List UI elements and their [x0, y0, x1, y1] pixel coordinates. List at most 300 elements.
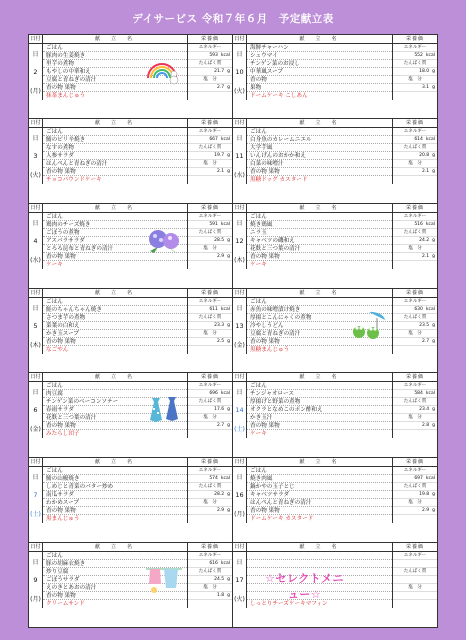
block-body [233, 213, 437, 269]
protein-value [188, 491, 232, 499]
menu-block [28, 119, 233, 204]
menu-item: ごはん [43, 44, 187, 52]
protein-number: 23.3 [214, 322, 225, 328]
energy-unit: kcal [220, 391, 230, 397]
menu-block [28, 204, 233, 289]
menu-item: 焼き鶏風 [247, 221, 392, 229]
block-header [233, 543, 437, 552]
energy-label: エネルギー [393, 467, 437, 475]
energy-unit: kcal [220, 221, 230, 227]
salt-label: 塩 分 [188, 330, 232, 338]
block-header [29, 543, 232, 552]
salt-unit: g [432, 253, 435, 259]
salt-value [188, 168, 232, 176]
day-header: 日付 [233, 119, 247, 127]
day-marker: 日 [236, 389, 243, 397]
day-of-week: (月) [30, 596, 41, 604]
menu-item: 鯖の山椒焼き [43, 475, 187, 483]
nutrition-header: 栄養価 [405, 289, 424, 296]
menu-item: 香の物 果物 [43, 84, 187, 92]
energy-label: エネルギー [393, 298, 437, 306]
protein-value [393, 576, 437, 584]
energy-value [393, 560, 437, 568]
block-body [233, 298, 437, 354]
dessert-item: みたらし団子 [46, 431, 80, 438]
day-cell [233, 44, 247, 100]
menu-item: ごはん [247, 128, 392, 136]
day-header: 日付 [29, 458, 43, 466]
day-of-week: (金) [30, 426, 41, 434]
day-cell [29, 44, 43, 100]
protein-number: 28.5 [214, 237, 225, 243]
menu-item: 香の物 果物 [43, 338, 187, 346]
salt-number: 2.7 [216, 85, 225, 90]
menu-item: かき玉スープ [43, 330, 187, 338]
dessert-item: なごやん [46, 346, 69, 353]
day-header: 日付 [233, 373, 247, 381]
nutrition-panel [188, 213, 232, 269]
menu-item: 鮭のちゃんちゃん焼き [43, 306, 187, 314]
menu-sheet [28, 34, 438, 628]
salt-number: 1.8 [216, 593, 225, 599]
menu-item: いんげんのおかか和え [247, 152, 392, 160]
protein-value [188, 322, 232, 330]
menu-item [247, 560, 392, 568]
menu-header: 献 立 名 [247, 289, 393, 297]
day-cell [233, 382, 247, 438]
nutrition-header: 栄養価 [405, 374, 424, 381]
menu-item [247, 552, 392, 560]
menu-block [28, 543, 233, 628]
energy-number: 667 [209, 136, 218, 142]
salt-number: 2.9 [216, 253, 225, 259]
day-marker: 日 [236, 474, 243, 482]
menu-header: 献 立 名 [43, 204, 188, 212]
block-body [233, 44, 437, 100]
protein-number: 24.2 [419, 237, 430, 243]
day-marker: 日 [236, 304, 243, 312]
salt-label: 塩 分 [188, 584, 232, 592]
block-body [29, 467, 232, 523]
salt-number: 2.7 [216, 423, 225, 429]
protein-number: 17.6 [214, 407, 225, 413]
dessert-item: ドームケーキ こしあん [250, 93, 308, 99]
protein-value [188, 576, 232, 584]
energy-number: 697 [414, 476, 423, 482]
protein-number: 20.8 [419, 152, 430, 158]
salt-value [393, 84, 437, 92]
menu-item: 香の物 果物 [247, 168, 392, 176]
day-header: 日付 [29, 289, 43, 297]
menu-item: ごはん [43, 298, 187, 306]
energy-number: 516 [414, 221, 423, 227]
nutrition-header: 栄養価 [405, 204, 424, 211]
day-header: 日付 [29, 373, 43, 381]
menu-item: 焼き肉風 [247, 475, 392, 483]
energy-value [188, 560, 232, 568]
nutrition-header: 栄養価 [200, 119, 219, 126]
menu-header: 献 立 名 [247, 35, 393, 43]
protein-unit: g [432, 69, 435, 74]
protein-unit: g [432, 237, 435, 243]
nutrition-panel [393, 467, 437, 523]
protein-label: たんぱく質 [188, 60, 232, 68]
day-marker: 日 [32, 474, 39, 482]
energy-label: エネルギー [393, 382, 437, 390]
menu-item: ごはん [247, 382, 392, 390]
energy-unit: kcal [220, 136, 230, 142]
left-column [28, 34, 233, 628]
energy-label: エネルギー [393, 128, 437, 136]
menu-item: わかめスープ [43, 499, 187, 507]
menu-header: 献 立 名 [247, 543, 393, 551]
block-header [29, 119, 232, 128]
menu-item: 鍋かやの玉子とじ [247, 483, 392, 491]
day-of-week: (火) [234, 596, 245, 604]
day-number: 12 [235, 236, 244, 245]
menu-header: 献 立 名 [43, 373, 188, 381]
menu-item: ごはん [247, 298, 392, 306]
nutrition-panel [188, 298, 232, 354]
nutrition-panel [393, 128, 437, 184]
energy-value [393, 52, 437, 60]
block-header [233, 204, 437, 213]
day-of-week: (木) [30, 341, 41, 349]
menu-header: 献 立 名 [43, 119, 188, 127]
salt-label: 塩 分 [188, 499, 232, 507]
menu-list [43, 552, 188, 608]
block-header [29, 35, 232, 44]
salt-label: 塩 分 [393, 160, 437, 168]
protein-label: たんぱく質 [393, 314, 437, 322]
salt-label: 塩 分 [393, 330, 437, 338]
dessert-item: チョコパウンドケーキ [46, 176, 102, 183]
day-cell [29, 382, 43, 438]
menu-item: 香の物 果物 [247, 507, 392, 515]
protein-unit: g [227, 69, 230, 74]
block-body [233, 552, 437, 608]
ties-icon [144, 394, 184, 424]
day-marker: 日 [32, 389, 39, 397]
menu-header: 献 立 名 [247, 204, 393, 212]
menu-item: 菜葉の白和え [43, 322, 187, 330]
menu-item: 香の物 果物 [247, 422, 392, 430]
salt-value [393, 253, 437, 261]
menu-item: チンゲン菜のベーコンソテー [43, 398, 187, 406]
menu-list [247, 467, 393, 523]
salt-unit: g [432, 423, 435, 429]
menu-item: 豆腐と青ねぎの清汁 [43, 76, 187, 84]
protein-unit: g [227, 237, 230, 243]
menu-block [233, 119, 438, 204]
energy-value [188, 136, 232, 144]
hydrangea-icon [144, 225, 184, 255]
dessert-item: 抹茶まんじゅう [46, 93, 86, 99]
block-header [233, 373, 437, 382]
menu-item: 大学芋風 [247, 144, 392, 152]
protein-unit: g [432, 322, 435, 328]
salt-unit: g [227, 338, 230, 344]
energy-label: エネルギー [188, 128, 232, 136]
block-body [233, 128, 437, 184]
menu-item: 香の物 [247, 76, 392, 84]
menu-item: ごぼうの煮物 [43, 229, 187, 237]
menu-list [247, 382, 393, 438]
day-cell [29, 467, 43, 523]
menu-header: 献 立 名 [247, 458, 393, 466]
protein-unit: g [227, 152, 230, 158]
salt-value [188, 507, 232, 515]
menu-item: 南瓜サラダ [43, 491, 187, 499]
energy-label: エネルギー [188, 467, 232, 475]
day-number: 17 [235, 576, 244, 585]
day-number: 9 [33, 576, 38, 585]
menu-item: ニラ玉 [247, 229, 392, 237]
menu-item: オクラとなめこのポン酢和え [247, 406, 392, 414]
energy-unit: kcal [425, 53, 435, 58]
salt-label: 塩 分 [188, 76, 232, 84]
day-number: 5 [33, 321, 38, 330]
menu-header: 献 立 名 [43, 458, 188, 466]
salt-value [393, 507, 437, 515]
energy-number: 614 [414, 136, 423, 142]
nutrition-panel [393, 382, 437, 438]
salt-value [188, 592, 232, 600]
energy-value [188, 390, 232, 398]
menu-item: ごぼうサラダ [43, 576, 187, 584]
energy-number: 630 [414, 306, 423, 312]
day-header: 日付 [29, 543, 43, 551]
menu-block [28, 373, 233, 458]
menu-item: とろろ昆布と青ねぎの清汁 [43, 245, 187, 253]
block-body [29, 44, 232, 100]
menu-item: さつま芋の煮物 [43, 314, 187, 322]
block-header [29, 373, 232, 382]
menu-item: 中華風スープ [247, 68, 392, 76]
menu-item: シュウマイ [247, 52, 392, 60]
protein-label: たんぱく質 [393, 568, 437, 576]
day-marker: 日 [236, 219, 243, 227]
salt-value [188, 422, 232, 430]
salt-label: 塩 分 [188, 245, 232, 253]
day-of-week: (水) [234, 171, 245, 179]
energy-value [393, 390, 437, 398]
day-of-week: (土) [30, 511, 41, 519]
energy-label: エネルギー [188, 213, 232, 221]
day-header: 日付 [233, 35, 247, 43]
menu-item: チンジャオロース [247, 390, 392, 398]
day-number: 14 [235, 406, 244, 415]
menu-item: ごはん [43, 382, 187, 390]
nutrition-header: 栄養価 [405, 544, 424, 551]
energy-value [188, 475, 232, 483]
menu-item: 香の物 果物 [247, 253, 392, 261]
menu-header: 献 立 名 [43, 35, 188, 43]
day-header: 日付 [29, 204, 43, 212]
protein-value [188, 237, 232, 245]
day-number: 13 [235, 321, 244, 330]
protein-value [393, 406, 437, 414]
block-header [29, 289, 232, 298]
protein-number: 23.5 [419, 322, 430, 328]
nutrition-header: 栄養価 [200, 544, 219, 551]
menu-block [233, 289, 438, 374]
protein-unit: g [432, 492, 435, 498]
salt-unit: g [227, 168, 230, 174]
menu-header: 献 立 名 [247, 119, 393, 127]
menu-block [233, 458, 438, 543]
protein-value [188, 68, 232, 76]
menu-item: 人参サラダ [43, 152, 187, 160]
energy-unit: kcal [220, 53, 230, 58]
energy-value [188, 306, 232, 314]
day-number: 6 [33, 406, 38, 415]
day-marker: 日 [32, 51, 39, 58]
day-number: 4 [33, 236, 38, 245]
menu-item: 海鮮チャーハン [247, 44, 392, 52]
energy-unit: kcal [425, 391, 435, 397]
energy-value [393, 306, 437, 314]
salt-number: 2.8 [421, 423, 430, 429]
protein-label: たんぱく質 [393, 398, 437, 406]
day-marker: 日 [236, 51, 243, 58]
frogs-icon [349, 310, 389, 340]
day-of-week: (月) [30, 88, 41, 95]
day-header: 日付 [233, 289, 247, 297]
energy-unit: kcal [220, 306, 230, 312]
day-header: 日付 [233, 458, 247, 466]
menu-block [233, 204, 438, 289]
energy-number: 616 [209, 561, 218, 567]
dessert-item: ドームケーキ カスタード [250, 516, 314, 523]
day-marker: 日 [32, 134, 39, 142]
salt-number: 2.1 [421, 168, 430, 174]
nutrition-header: 栄養価 [200, 459, 219, 466]
salt-label: 塩 分 [393, 499, 437, 507]
salt-label: 塩 分 [188, 414, 232, 422]
day-of-week: (木) [234, 256, 245, 264]
day-header: 日付 [29, 35, 43, 43]
select-menu-label: ☆セレクトメニュー☆ [264, 572, 345, 602]
menu-list [247, 44, 393, 100]
energy-value [393, 475, 437, 483]
menu-item: 豚の胡麻衣焼き [43, 560, 187, 568]
nutrition-header: 栄養価 [200, 36, 219, 42]
day-cell [29, 128, 43, 184]
salt-unit: g [227, 423, 230, 429]
menu-item: なすの煮物 [43, 144, 187, 152]
menu-item: えのきとあおの清汁 [43, 584, 187, 592]
salt-number: 2.1 [421, 253, 430, 259]
protein-label: たんぱく質 [188, 229, 232, 237]
page-title: デイサービス 令和７年６月 予定献立表 [132, 13, 334, 25]
block-body [233, 382, 437, 438]
salt-unit: g [432, 508, 435, 514]
salt-number: 3.1 [421, 85, 430, 90]
menu-item: 厚揚げと野菜の煮物 [247, 398, 392, 406]
block-body [29, 298, 232, 354]
salt-value [393, 592, 437, 600]
energy-value [188, 221, 232, 229]
protein-number: 19.8 [419, 492, 430, 498]
energy-number: 696 [209, 391, 218, 397]
block-body [29, 213, 232, 269]
menu-item: 鯖のピリ辛焼き [43, 136, 187, 144]
nutrition-header: 栄養価 [405, 459, 424, 466]
menu-header: 献 立 名 [247, 373, 393, 381]
energy-unit: kcal [425, 476, 435, 482]
energy-number: 584 [414, 391, 423, 397]
nutrition-panel [188, 44, 232, 100]
salt-value [393, 422, 437, 430]
protein-label: たんぱく質 [188, 568, 232, 576]
energy-number: 591 [209, 221, 218, 227]
energy-label: エネルギー [188, 382, 232, 390]
energy-value [393, 221, 437, 229]
protein-value [188, 152, 232, 160]
day-header: 日付 [29, 119, 43, 127]
protein-value [393, 237, 437, 245]
day-cell [29, 552, 43, 608]
menu-item: 香の物 果物 [43, 507, 187, 515]
menu-item: ごはん [43, 213, 187, 221]
protein-value [188, 406, 232, 414]
menu-item: 肉豆腐 [43, 390, 187, 398]
menu-list [43, 213, 188, 269]
menu-block [28, 458, 233, 543]
menu-item: 香の物 果物 [43, 422, 187, 430]
menu-block [233, 34, 438, 119]
day-number: 3 [33, 151, 38, 160]
nutrition-panel [188, 382, 232, 438]
day-number: 10 [235, 68, 244, 76]
salt-number: 2.5 [216, 338, 225, 344]
protein-label: たんぱく質 [393, 144, 437, 152]
menu-item: かき玉汁 [247, 414, 392, 422]
day-header: 日付 [233, 204, 247, 212]
protein-unit: g [432, 407, 435, 413]
salt-number: 2.9 [421, 508, 430, 514]
energy-value [188, 52, 232, 60]
day-of-week: (火) [30, 171, 41, 179]
menu-item: 厚揚とこんにゃくの煮物 [247, 314, 392, 322]
menu-item: 香の物 果物 [43, 592, 187, 600]
protein-number: 18.0 [419, 69, 430, 74]
menu-item: 花麩と三つ葉の清汁 [247, 245, 392, 253]
salt-label: 塩 分 [393, 414, 437, 422]
dessert-item: 黒糖ドッグ カスタード [250, 176, 308, 183]
protein-number: 28.2 [214, 492, 225, 498]
energy-unit: kcal [220, 476, 230, 482]
energy-unit: kcal [220, 561, 230, 567]
block-header [233, 35, 437, 44]
energy-value [393, 136, 437, 144]
protein-value [393, 322, 437, 330]
protein-value [393, 152, 437, 160]
day-cell [233, 298, 247, 354]
day-number: 2 [33, 68, 38, 76]
nutrition-panel [393, 213, 437, 269]
menu-item: はんぺんと青ねぎの清汁 [43, 160, 187, 168]
salt-unit: g [432, 168, 435, 174]
menu-item: 鶏肉のチーズ焼き [43, 221, 187, 229]
dessert-item: 黒まんじゅう [46, 516, 80, 523]
day-number: 7 [33, 491, 38, 500]
day-header: 日付 [233, 543, 247, 551]
menu-list [247, 213, 393, 269]
salt-value [393, 338, 437, 346]
menu-item: 香の物 果物 [247, 338, 392, 346]
